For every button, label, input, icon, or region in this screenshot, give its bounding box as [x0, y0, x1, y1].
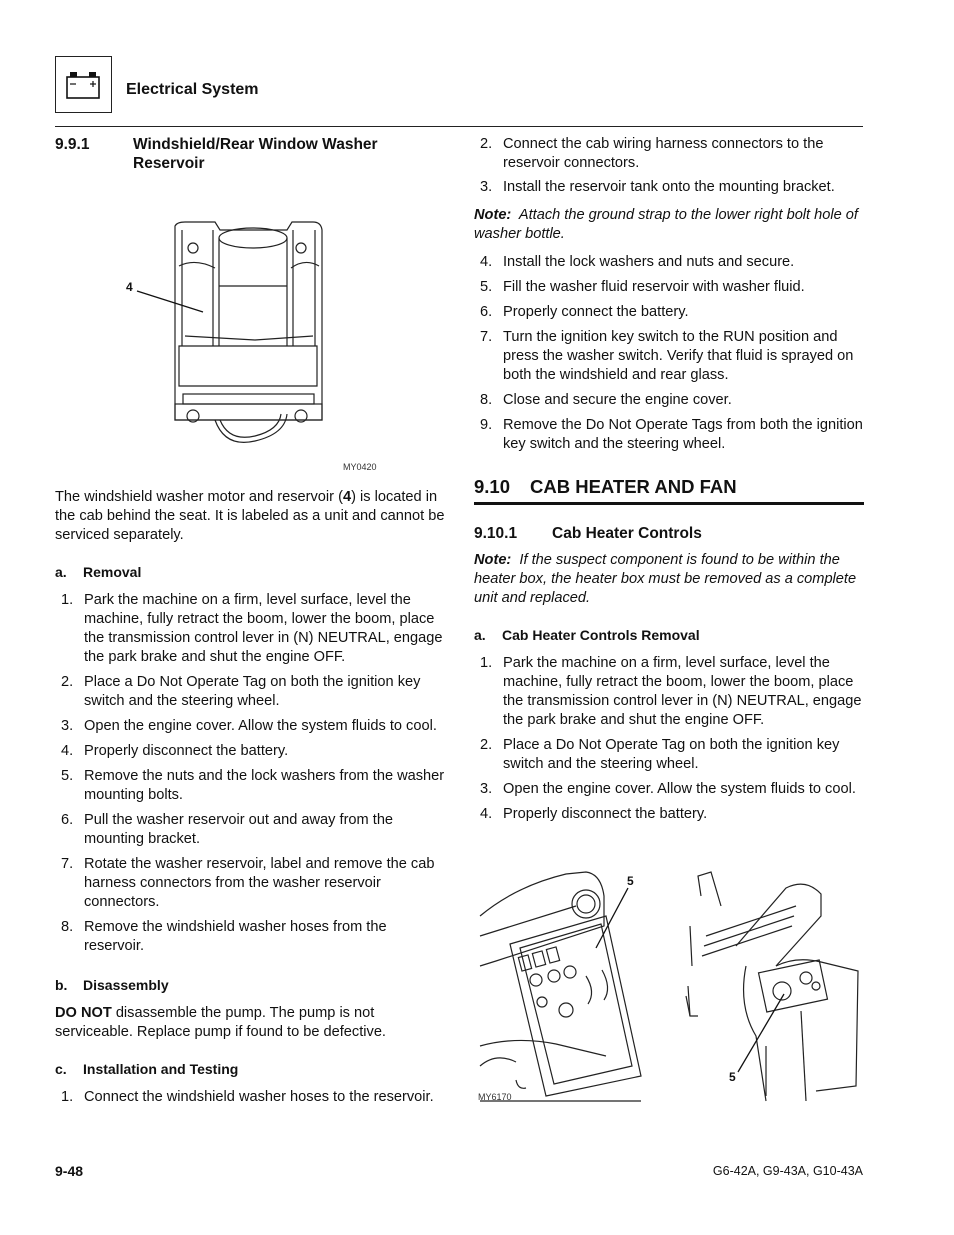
figure-code: MY6170: [478, 1092, 512, 1102]
battery-icon: [56, 57, 110, 111]
subheading-removal: a. Removal: [55, 564, 142, 580]
subsection-number: 9.10.1: [474, 525, 518, 542]
list-item: 1. Park the machine on a firm, level surface, level the machine, fully retract the boom, lower the boom, place the transmission control lever in (N) NEUTRAL, engage the park brake and shut the engine OFF.: [480, 655, 862, 728]
figure-washer-reservoir: [55, 186, 445, 472]
installation-steps: [55, 1088, 445, 1107]
list-item: 6. Pull the washer reservoir out and away from the mounting bracket.: [61, 812, 394, 847]
model-numbers: G6-42A, G9-43A, G10-43A: [712, 1164, 863, 1178]
section-title: CAB HEATER AND FAN: [530, 476, 737, 497]
subsection-heading-9-10-1: [474, 524, 864, 543]
list-item: 7. Rotate the washer reservoir, label and remove the cab harness connectors from the washer reservoir connectors.: [61, 856, 435, 910]
section-number: 9.10: [474, 476, 511, 497]
callout-4: 4: [126, 280, 133, 294]
subheading-controls-removal: a. Cab Heater Controls Removal: [474, 627, 700, 643]
intro-paragraph: The windshield washer motor and reservoir (4) is located in the cab behind the seat. It is labeled as a unit and cannot be serviced separately.: [55, 489, 445, 543]
header-icon-box: [55, 56, 112, 113]
list-item: 4. Properly disconnect the battery.: [61, 743, 289, 759]
section-title: Windshield/Rear Window Washer Reservoir: [133, 136, 378, 172]
right-column: [474, 135, 864, 824]
subheading-disassembly: b. Disassembly: [55, 977, 169, 993]
list-item: 3. Open the engine cover. Allow the system fluids to cool.: [61, 718, 437, 734]
list-item: 7. Turn the ignition key switch to the RUN position and press the washer switch. Verify that fluid is sprayed on both the windshield and rear glass.: [480, 329, 854, 383]
page-number: 9-48: [55, 1163, 84, 1179]
washer-reservoir-drawing: [55, 186, 445, 446]
note-heater-box: Note: If the suspect component is found to be within the heater box, the heater box must be removed as a complete unit and replaced.: [474, 552, 857, 606]
list-item: 4. Properly disconnect the battery.: [480, 806, 708, 822]
list-item: 2. Place a Do Not Operate Tag on both the ignition key switch and the steering wheel.: [480, 737, 840, 772]
installation-steps-continued: [474, 135, 864, 197]
section-rule: [474, 502, 864, 505]
list-item: 1. Park the machine on a firm, level surface, level the machine, fully retract the boom, lower the boom, place the transmission control lever in (N) NEUTRAL, engage the park brake and shut the engine OFF.: [61, 592, 443, 665]
list-item: 2. Place a Do Not Operate Tag on both the ignition key switch and the steering wheel.: [61, 674, 421, 709]
figure-code: MY0420: [343, 462, 377, 472]
section-heading-9-10: [474, 475, 864, 505]
list-item: 8. Remove the windshield washer hoses from the reservoir.: [61, 919, 387, 954]
disassembly-paragraph: DO NOT disassemble the pump. The pump is not serviceable. Replace pump if found to be defective.: [55, 1005, 386, 1040]
heater-controls-drawing: [476, 866, 866, 1106]
list-item: 5. Remove the nuts and the lock washers from the washer mounting bolts.: [61, 768, 445, 803]
installation-steps-final: [474, 253, 864, 454]
list-item: 5. Fill the washer fluid reservoir with washer fluid.: [480, 279, 805, 295]
callout-5-left: 5: [627, 874, 634, 888]
note-ground-strap: Note: Attach the ground strap to the lower right bolt hole of washer bottle.: [474, 207, 858, 242]
removal-steps: [55, 591, 445, 956]
list-item: 8. Close and secure the engine cover.: [480, 392, 732, 408]
callout-5-right: 5: [729, 1070, 736, 1084]
list-item: 4. Install the lock washers and nuts and secure.: [480, 254, 795, 270]
header-title: Electrical System: [126, 81, 259, 98]
list-item: 6. Properly connect the battery.: [480, 304, 689, 320]
list-item: 3. Open the engine cover. Allow the system fluids to cool.: [480, 781, 856, 797]
list-item: 3. Install the reservoir tank onto the mounting bracket.: [480, 179, 835, 195]
header-divider: [55, 126, 863, 127]
list-item: 1. Connect the windshield washer hoses to the reservoir.: [61, 1089, 434, 1105]
section-heading-9-9-1: [55, 135, 445, 173]
controls-removal-steps: [474, 654, 864, 824]
list-item: 9. Remove the Do Not Operate Tags from both the ignition key switch and the steering wheel.: [480, 417, 863, 452]
subsection-title: Cab Heater Controls: [552, 525, 702, 542]
left-column: [55, 135, 445, 1107]
section-number: 9.9.1: [55, 136, 90, 153]
figure-heater-controls: [476, 866, 866, 1106]
subheading-installation: c. Installation and Testing: [55, 1061, 239, 1077]
list-item: 2. Connect the cab wiring harness connectors to the reservoir connectors.: [480, 136, 824, 171]
